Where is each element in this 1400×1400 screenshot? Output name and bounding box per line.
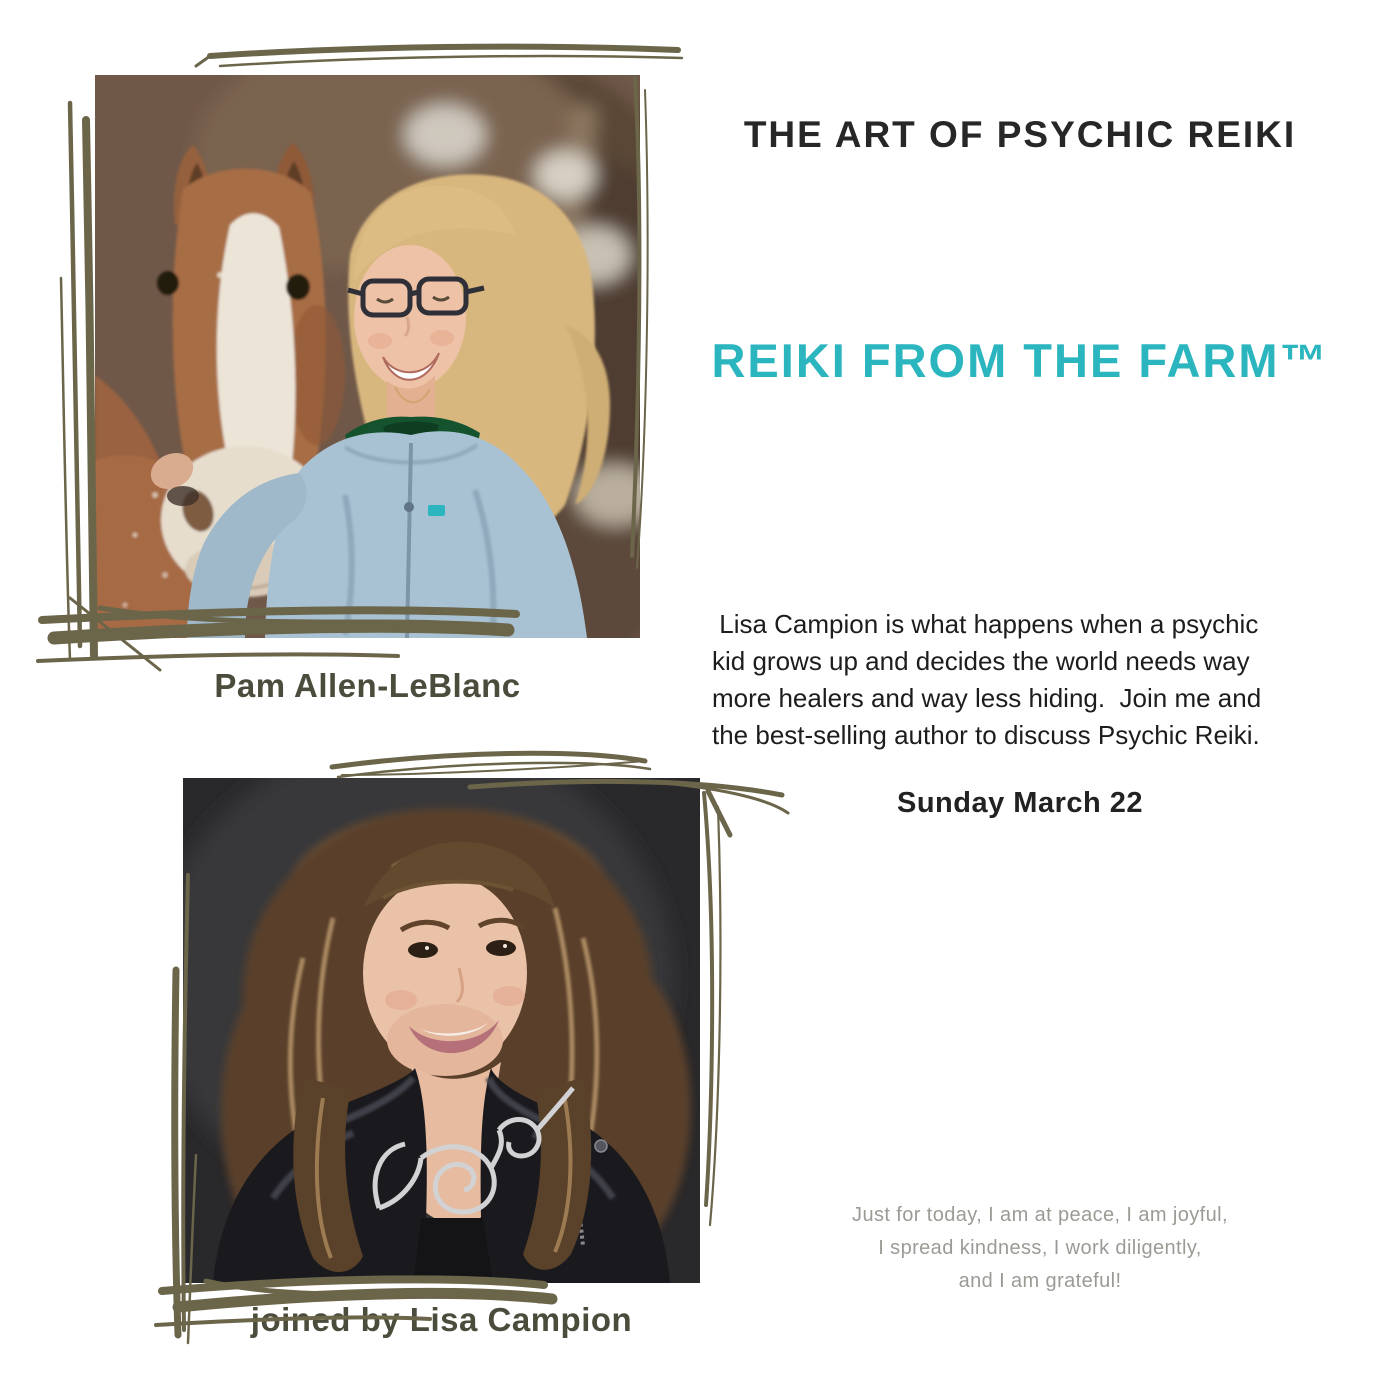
show-title: REIKI FROM THE FARM™ (711, 334, 1329, 387)
episode-description (712, 606, 1342, 754)
affirmation-line: Just for today, I am at peace, I am joyful, (852, 1204, 1228, 1226)
caption-lisa: joined by Lisa Campion (250, 1301, 633, 1338)
photo-pam-with-horse (95, 75, 640, 638)
affirmation-line: I spread kindness, I work diligently, (878, 1237, 1202, 1259)
reiki-affirmation (780, 1199, 1300, 1298)
affirmation-line: and I am grateful! (958, 1270, 1122, 1292)
description-line: Lisa Campion is what happens when a psychic (712, 609, 1259, 639)
description-line: kid grows up and decides the world needs way (712, 646, 1250, 676)
event-date: Sunday March 22 (896, 787, 1144, 819)
photo-lisa-campion (183, 778, 700, 1283)
episode-title: THE ART OF PSYCHIC REIKI (743, 114, 1297, 155)
lisa-photo-illustration (183, 778, 700, 1283)
description-line: more healers and way less hiding. Join me and (712, 683, 1262, 713)
pam-horse-photo-illustration (95, 75, 640, 638)
caption-pam: Pam Allen-LeBlanc (214, 667, 521, 704)
description-line: the best-selling author to discuss Psychic Reiki. (712, 720, 1260, 750)
